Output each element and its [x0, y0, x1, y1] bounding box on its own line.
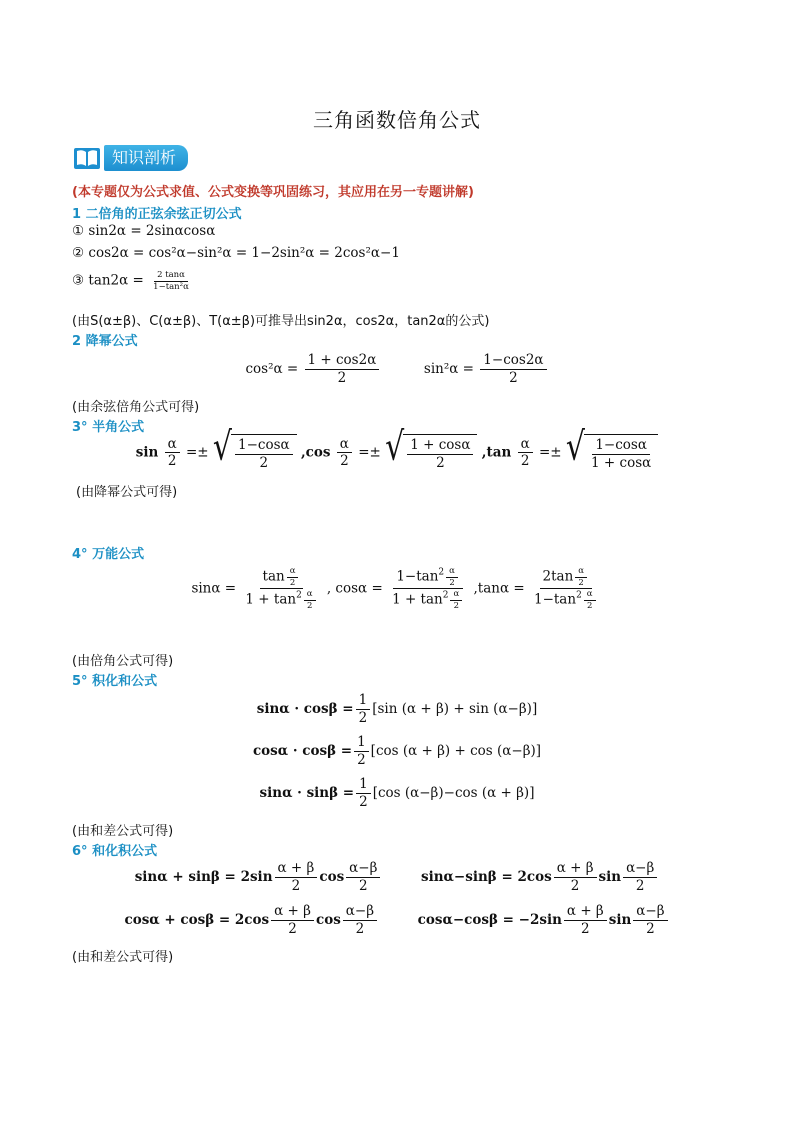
square-root: √ $\frac{1 + \cos\alpha}{2}$	[385, 434, 477, 472]
section-4-heading: 4° 万能公式	[72, 547, 145, 562]
fraction	[337, 436, 352, 471]
plus-minus: =±	[358, 444, 381, 461]
section-3-heading: 3° 半角公式	[72, 420, 145, 435]
fraction: $\frac{1}{2}$	[356, 692, 371, 727]
cos-lhs: , cosα =	[326, 580, 383, 597]
cos-label: ,cos	[300, 444, 331, 461]
section-2-source: (由余弦倍角公式可得)	[72, 400, 200, 415]
fraction: $\frac{1}{2}$	[356, 776, 371, 811]
numerator: α	[165, 436, 180, 454]
numerator: 2 tanα	[154, 270, 188, 282]
fraction	[305, 352, 380, 387]
fraction: $\frac{\alpha-\beta}{2}$	[346, 860, 380, 895]
mid: sin	[598, 868, 622, 885]
formula-cos2a: ② cos2α = cos²α−sin²α = 1−2sin²α = 2cos²α−1	[72, 245, 400, 261]
fraction: $\frac{\alpha}{2}$	[584, 589, 596, 611]
fraction	[588, 437, 654, 472]
numerator: 1−cosα	[235, 437, 293, 455]
formula-sin2a: ① sin2α = 2sinαcosα	[72, 223, 216, 239]
lhs: cosα−cosβ = −2sin	[417, 911, 562, 928]
lhs: cosα + cosβ = 2cos	[124, 911, 270, 928]
denominator: $1 + \tan^2$ $\frac{\alpha}{2}$	[389, 589, 467, 611]
mid: sin	[608, 911, 632, 928]
product-to-sum-3	[0, 776, 794, 811]
fraction	[407, 437, 473, 472]
denominator: 2	[259, 454, 269, 471]
power-reduction-formulas	[0, 352, 794, 387]
page-title: 三角函数倍角公式	[313, 108, 481, 132]
rhs: [cos (α−β)−cos (α + β)]	[372, 784, 535, 801]
section-6-heading: 6° 和化积公式	[72, 844, 158, 859]
numerator: α	[337, 436, 352, 454]
fraction: $\frac{\alpha}{2}$	[446, 566, 458, 588]
section-badge	[72, 143, 188, 173]
rhs: [cos (α + β) + cos (α−β)]	[370, 742, 542, 759]
section-1-heading: 1 二倍角的正弦余弦正切公式	[72, 207, 242, 222]
denominator: 2	[509, 369, 518, 386]
section-2-heading: 2 降幂公式	[72, 334, 138, 349]
sin-sq-lhs: sin²α =	[423, 360, 474, 377]
fraction: $\frac{\alpha + \beta}{2}$	[271, 903, 314, 938]
sin-label: sin	[135, 444, 159, 461]
tan-label: ,tan	[481, 444, 512, 461]
denominator: 1 + cosα	[591, 454, 652, 471]
cos-sq-lhs: cos²α =	[245, 360, 299, 377]
denominator: 2	[436, 454, 445, 471]
product-to-sum-2	[0, 734, 794, 769]
section-5-source: (由和差公式可得)	[72, 824, 174, 839]
open-book-icon	[72, 143, 102, 173]
denominator: $1 + \tan^2$ $\frac{\alpha}{2}$	[242, 589, 320, 611]
sum-to-product-row-2	[0, 903, 794, 938]
numerator: 1−cosα	[592, 437, 650, 455]
fraction: $\frac{\alpha + \beta}{2}$	[554, 860, 597, 895]
fraction: $\frac{\alpha-\beta}{2}$	[623, 860, 657, 895]
numerator: 1 + cosα	[407, 437, 473, 455]
numerator: tan $\frac{\alpha}{2}$	[260, 566, 304, 589]
fraction	[150, 270, 192, 292]
denominator: 2	[167, 453, 177, 470]
fraction	[531, 566, 601, 612]
numerator: 1 + cos2α	[305, 352, 380, 370]
fraction: $\frac{\alpha + \beta}{2}$	[275, 860, 318, 895]
lhs: sinα · cosβ =	[256, 700, 354, 717]
fraction	[518, 436, 533, 471]
rhs: [sin (α + β) + sin (α−β)]	[372, 700, 538, 717]
section-5-heading: 5° 积化和公式	[72, 674, 158, 689]
square-root: √ $\frac{1-\cos\alpha}{2}$	[213, 434, 297, 472]
denominator: 2	[337, 369, 347, 386]
formula-tan2a-lhs: ③ tan2α =	[72, 272, 144, 289]
scope-note: (本专题仅为公式求值、公式变换等巩固练习，其应用在另一专题讲解)	[72, 185, 474, 200]
plus-minus: =±	[185, 444, 209, 461]
denominator: 2	[520, 453, 530, 470]
lhs: cosα · cosβ =	[252, 742, 353, 759]
sin-lhs: sinα =	[191, 580, 237, 597]
section-1-source: (由S(α±β)、C(α±β)、T(α±β)可推导出sin2α，cos2α，tan2α的公式)	[72, 314, 490, 329]
fraction: $\frac{\alpha}{2}$	[450, 589, 462, 611]
universal-formulas	[0, 566, 794, 612]
fraction	[480, 352, 546, 387]
fraction: $\frac{1}{2}$	[354, 734, 369, 769]
lhs: sinα−sinβ = 2cos	[421, 868, 552, 885]
fraction: $\frac{\alpha-\beta}{2}$	[633, 903, 667, 938]
numerator: 1−cos2α	[480, 352, 546, 370]
denominator: 2	[340, 453, 349, 470]
tan-lhs: ,tanα =	[473, 580, 525, 597]
numerator: $1-\tan^2$ $\frac{\alpha}{2}$	[393, 566, 463, 589]
fraction	[242, 566, 320, 612]
fraction: $\frac{\alpha}{2}$	[304, 589, 316, 611]
mid: cos	[319, 868, 345, 885]
denominator: 1−tan²α	[153, 281, 189, 292]
denominator: $1-\tan^2$ $\frac{\alpha}{2}$	[531, 589, 601, 611]
mid: cos	[315, 911, 341, 928]
fraction	[165, 436, 180, 471]
square-root: √ $\frac{1-\cos\alpha}{1 + \cos\alpha}$	[566, 434, 658, 472]
section-3-source: (由降幂公式可得)	[76, 485, 178, 500]
fraction	[389, 566, 467, 612]
formula-tan2a	[72, 270, 194, 292]
lhs: sinα · sinβ =	[259, 784, 355, 801]
fraction: $\frac{\alpha-\beta}{2}$	[343, 903, 377, 938]
badge-label: 知识剖析	[104, 145, 188, 171]
fraction: $\frac{\alpha + \beta}{2}$	[564, 903, 607, 938]
numerator: 2tan $\frac{\alpha}{2}$	[540, 566, 593, 589]
fraction: $\frac{\alpha}{2}$	[287, 566, 299, 588]
fraction: $\frac{\alpha}{2}$	[575, 566, 587, 588]
plus-minus: =±	[539, 444, 562, 461]
section-4-source: (由倍角公式可得)	[72, 654, 174, 669]
numerator: α	[518, 436, 533, 454]
section-6-source: (由和差公式可得)	[72, 950, 174, 965]
lhs: sinα + sinβ = 2sin	[134, 868, 273, 885]
fraction	[235, 437, 293, 472]
product-to-sum-1	[0, 692, 794, 727]
sum-to-product-row-1	[0, 860, 794, 895]
